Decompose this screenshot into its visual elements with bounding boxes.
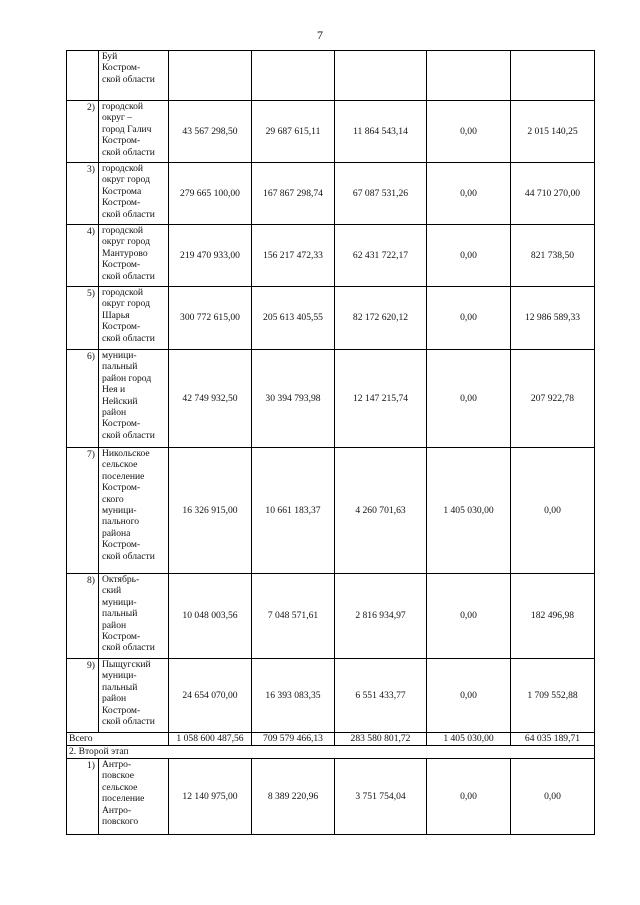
name-line: муници-	[102, 350, 137, 361]
name-line: городской	[102, 101, 144, 112]
amount-cell: 16 326 915,00	[169, 448, 252, 574]
amount-cell: 7 048 571,61	[252, 574, 335, 659]
amount-cell: 8 389 220,96	[252, 759, 335, 835]
name-line: Костром-	[102, 321, 141, 333]
name-line: ской области	[102, 208, 155, 220]
municipality-name	[99, 163, 169, 225]
name-line: района	[102, 527, 131, 539]
amount-cell: 2 015 140,25	[511, 101, 595, 163]
amount-cell: 156 217 472,33	[252, 225, 335, 287]
amount-cell	[335, 51, 427, 101]
amount-cell: 2 816 934,97	[335, 574, 427, 659]
name-line: ской области	[102, 146, 155, 158]
amount-cell: 10 661 183,37	[252, 448, 335, 574]
name-line: ской области	[102, 716, 155, 728]
amount-cell: 11 864 543,14	[335, 101, 427, 163]
table-row	[67, 759, 595, 835]
name-line: Мантурово	[102, 247, 148, 259]
amount-cell: 10 048 003,56	[169, 574, 252, 659]
table-row	[67, 350, 595, 448]
municipality-name	[99, 101, 169, 163]
amount-cell: 29 687 615,11	[252, 101, 335, 163]
name-line: поселение	[102, 470, 145, 482]
allocation-table	[66, 50, 595, 835]
total-label: Всего	[67, 733, 169, 746]
name-line: городской	[102, 287, 144, 298]
name-line: пальный	[102, 608, 138, 620]
row-number: 2)	[67, 101, 99, 163]
row-number: 4)	[67, 225, 99, 287]
municipality-name	[99, 350, 169, 448]
table-row	[67, 51, 595, 101]
municipality-name	[99, 225, 169, 287]
name-line: ской области	[102, 73, 155, 85]
amount-cell	[511, 51, 595, 101]
municipality-name	[99, 759, 169, 835]
amount-cell: 67 087 531,26	[335, 163, 427, 225]
table-row	[67, 225, 595, 287]
name-line: ской области	[102, 332, 155, 344]
name-line: округ город	[102, 174, 150, 186]
name-line: городской	[102, 225, 144, 236]
table-row	[67, 659, 595, 733]
name-line: район	[102, 619, 127, 631]
amount-cell: 279 665 100,00	[169, 163, 252, 225]
name-line: муници-	[102, 596, 137, 608]
total-row	[67, 733, 595, 746]
name-line: Антро-	[102, 759, 132, 770]
name-line: Кострома	[102, 185, 142, 197]
name-line: ской области	[102, 550, 155, 562]
total-amount-cell: 709 579 466,13	[252, 733, 335, 746]
amount-cell: 62 431 722,17	[335, 225, 427, 287]
amount-cell: 4 260 701,63	[335, 448, 427, 574]
amount-cell: 219 470 933,00	[169, 225, 252, 287]
municipality-name	[99, 287, 169, 350]
name-line: округ город	[102, 298, 150, 310]
name-line: Антро-	[102, 804, 132, 816]
amount-cell: 0,00	[427, 350, 511, 448]
page-number: 7	[317, 28, 323, 42]
name-line: Костром-	[102, 197, 141, 209]
amount-cell: 0,00	[427, 163, 511, 225]
row-number: 5)	[67, 287, 99, 350]
amount-cell: 24 654 070,00	[169, 659, 252, 733]
amount-cell: 300 772 615,00	[169, 287, 252, 350]
name-line: Нейский	[102, 395, 138, 407]
name-line: сельское	[102, 459, 138, 471]
amount-cell: 0,00	[511, 448, 595, 574]
amount-cell: 30 394 793,98	[252, 350, 335, 448]
table-row	[67, 101, 595, 163]
name-line: Костром-	[102, 631, 141, 643]
municipality-name	[99, 659, 169, 733]
name-line: Костром-	[102, 482, 141, 494]
name-line: район	[102, 693, 127, 705]
name-line: Пыщугский	[102, 659, 151, 670]
row-number: 6)	[67, 350, 99, 448]
row-number: 8)	[67, 574, 99, 659]
name-line: Костром-	[102, 62, 141, 74]
row-number: 9)	[67, 659, 99, 733]
name-line: поселение	[102, 793, 145, 805]
name-line: район	[102, 407, 127, 419]
row-number	[67, 51, 99, 101]
stage-label: 2. Второй этап	[67, 746, 595, 759]
name-line: городской	[102, 163, 144, 174]
name-line: Шарья	[102, 309, 130, 321]
name-line: Костром-	[102, 418, 141, 430]
amount-cell: 0,00	[427, 574, 511, 659]
amount-cell: 44 710 270,00	[511, 163, 595, 225]
amount-cell: 0,00	[427, 101, 511, 163]
amount-cell: 0,00	[511, 759, 595, 835]
table-row	[67, 448, 595, 574]
name-line: ской области	[102, 429, 155, 441]
name-line: Костром-	[102, 135, 141, 147]
amount-cell: 182 496,98	[511, 574, 595, 659]
amount-cell: 1 709 552,88	[511, 659, 595, 733]
table-row	[67, 163, 595, 225]
row-number: 7)	[67, 448, 99, 574]
amount-cell: 0,00	[427, 225, 511, 287]
row-number: 1)	[67, 759, 99, 835]
name-line: Костром-	[102, 539, 141, 551]
total-amount-cell: 283 580 801,72	[335, 733, 427, 746]
table-row	[67, 574, 595, 659]
amount-cell: 0,00	[427, 659, 511, 733]
municipality-name	[99, 574, 169, 659]
name-line: Буй	[102, 51, 118, 62]
name-line: пальный	[102, 681, 138, 693]
name-line: ской области	[102, 270, 155, 282]
row-number: 3)	[67, 163, 99, 225]
stage-header-row	[67, 746, 595, 759]
amount-cell: 82 172 620,12	[335, 287, 427, 350]
name-line: ского	[102, 493, 124, 505]
municipality-name	[99, 448, 169, 574]
name-line: сельское	[102, 781, 138, 793]
amount-cell: 0,00	[427, 287, 511, 350]
name-line: округ –	[102, 112, 133, 124]
amount-cell: 12 147 215,74	[335, 350, 427, 448]
amount-cell: 12 986 589,33	[511, 287, 595, 350]
name-line: повского	[102, 816, 139, 828]
amount-cell: 42 749 932,50	[169, 350, 252, 448]
municipality-name	[99, 51, 169, 101]
name-line: район город	[102, 372, 152, 384]
amount-cell: 821 738,50	[511, 225, 595, 287]
name-line: Октябрь-	[102, 574, 140, 585]
amount-cell: 0,00	[427, 759, 511, 835]
amount-cell: 6 551 433,77	[335, 659, 427, 733]
name-line: пальный	[102, 361, 138, 373]
total-amount-cell: 1 058 600 487,56	[169, 733, 252, 746]
name-line: Никольское	[102, 448, 150, 459]
amount-cell	[169, 51, 252, 101]
name-line: муници-	[102, 505, 137, 517]
total-amount-cell: 64 035 189,71	[511, 733, 595, 746]
amount-cell: 43 567 298,50	[169, 101, 252, 163]
amount-cell: 3 751 754,04	[335, 759, 427, 835]
amount-cell: 16 393 083,35	[252, 659, 335, 733]
name-line: пального	[102, 516, 140, 528]
name-line: ской области	[102, 642, 155, 654]
name-line: округ город	[102, 236, 150, 248]
name-line: ский	[102, 585, 122, 597]
name-line: повское	[102, 770, 135, 782]
amount-cell	[252, 51, 335, 101]
amount-cell: 205 613 405,55	[252, 287, 335, 350]
table-row	[67, 287, 595, 350]
name-line: Костром-	[102, 704, 141, 716]
amount-cell: 207 922,78	[511, 350, 595, 448]
name-line: Костром-	[102, 259, 141, 271]
amount-cell: 12 140 975,00	[169, 759, 252, 835]
total-amount-cell: 1 405 030,00	[427, 733, 511, 746]
name-line: муници-	[102, 670, 137, 682]
amount-cell: 167 867 298,74	[252, 163, 335, 225]
name-line: город Галич	[102, 123, 152, 135]
name-line: Нея и	[102, 384, 126, 396]
amount-cell	[427, 51, 511, 101]
amount-cell: 1 405 030,00	[427, 448, 511, 574]
